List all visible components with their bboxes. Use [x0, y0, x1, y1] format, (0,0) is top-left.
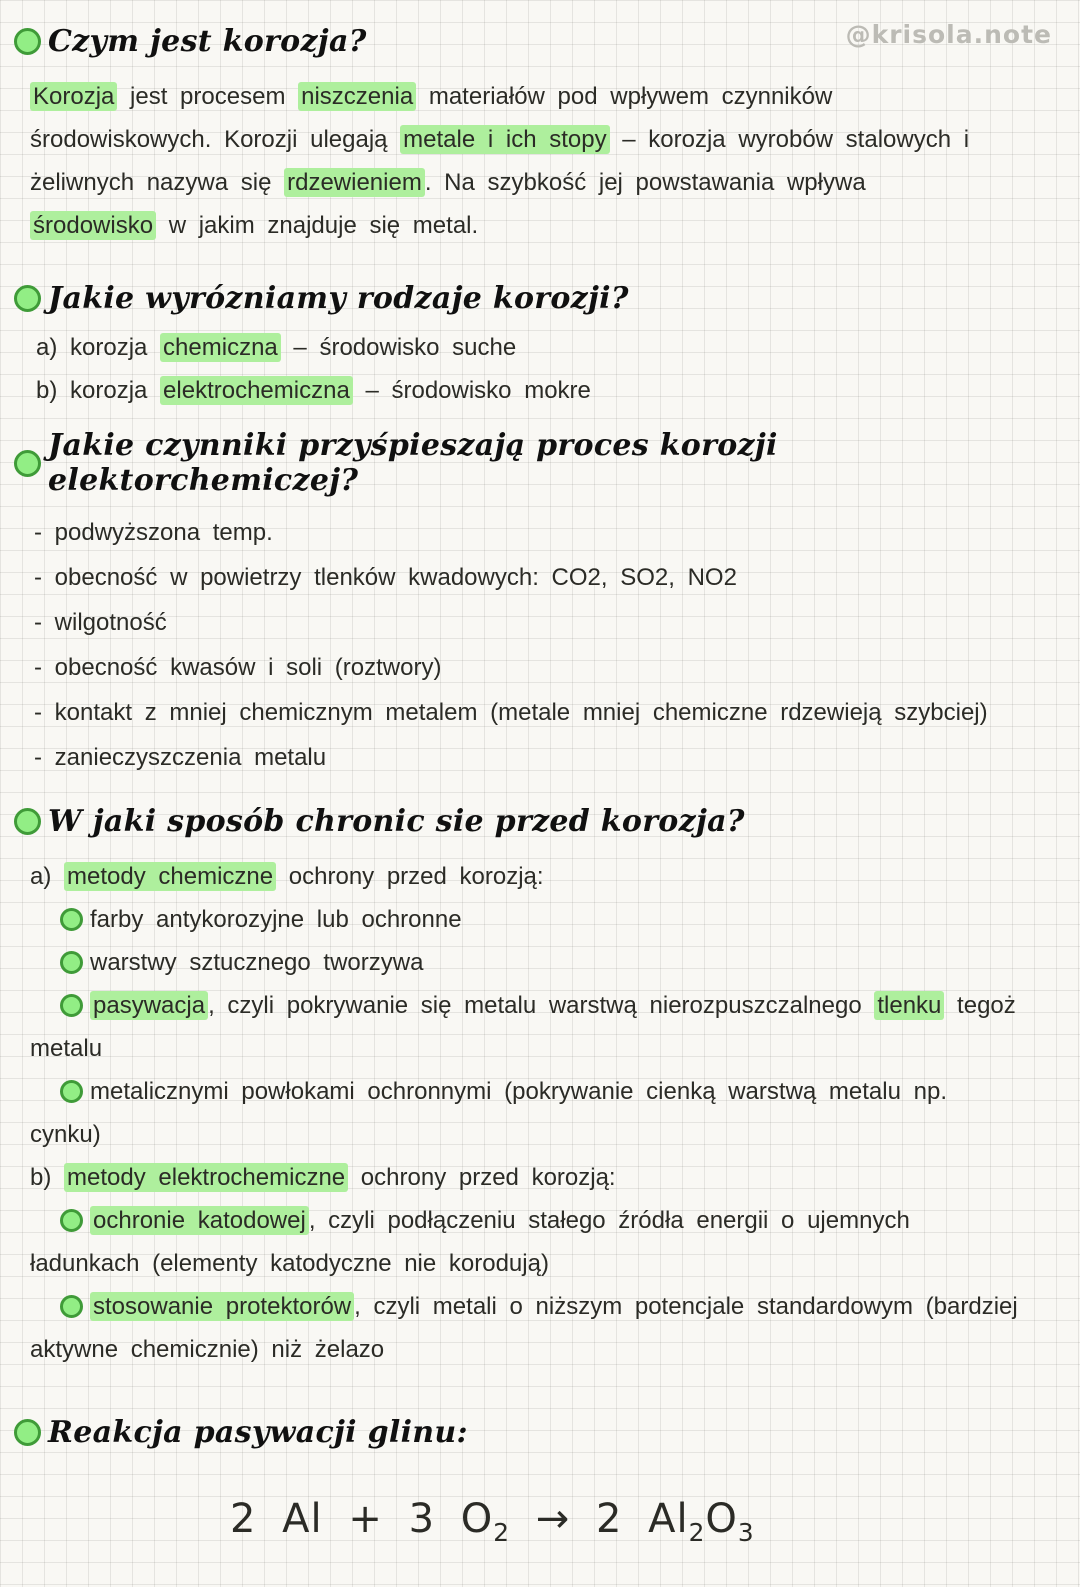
sub-bullet-circle-icon [60, 1080, 83, 1103]
list-item: b) korozja elektrochemiczna – środowisko mokre [36, 377, 591, 404]
sub-bullet-circle-icon [60, 1295, 83, 1318]
sub-bullet-item [30, 1070, 1030, 1156]
sub-bullet-text: ochronie katodowej , czyli podłączeniu stałego źródła energii o ujemnych ładunkach (elementy katodyczne nie korodują) [30, 1207, 910, 1277]
section-corrosion-types [30, 281, 1050, 412]
list-item: - obecność kwasów i soli (roztwory) [34, 654, 442, 681]
sub-bullet-item [30, 1199, 1030, 1285]
chemical-equation: 2 Al + 3 $O_2 \to 2$ $Al_2O_3$ [230, 1496, 755, 1547]
list-item: b) metody elektrochemiczne ochrony przed korozją: [30, 1164, 616, 1191]
section-accelerating-factors [30, 428, 1050, 780]
sub-bullet-item [30, 898, 1030, 941]
section-heading [14, 281, 1050, 316]
list-item: - wilgotność [34, 609, 167, 636]
sub-bullet-circle-icon [60, 1209, 83, 1232]
protection-list [30, 855, 1050, 1371]
sub-bullet-item [30, 1285, 1030, 1371]
watermark: @krisola.note [845, 20, 1052, 49]
list-item: - obecność w powietrzy tlenków kwadowych: CO2, SO2, NO2 [34, 564, 737, 591]
type-list [30, 326, 1050, 412]
sub-bullet-circle-icon [60, 908, 83, 931]
section-heading [14, 1415, 1050, 1450]
sub-bullet-text: stosowanie protektorów , czyli metali o niższym potencjale standardowym (bardziej aktywne chemicznie) niż żelazo [30, 1293, 1018, 1363]
section-protection-methods [30, 804, 1050, 1371]
section-heading [14, 804, 1050, 839]
section-title: Jakie czynniki przyśpieszają proces korozji elektorchemiczej? [48, 428, 778, 498]
sub-bullet-text: farby antykorozyjne lub ochronne [90, 906, 462, 933]
list-item: - kontakt z mniej chemicznym metalem (metale mniej chemiczne rdzewieją szybciej) [34, 699, 988, 726]
sub-bullet-circle-icon [60, 994, 83, 1017]
section-title: W jaki sposób chronic sie przed korozja? [48, 804, 745, 839]
list-item: a) metody chemiczne ochrony przed korozją: [30, 863, 544, 890]
factor-list [30, 510, 1050, 780]
section-passivation-reaction [30, 1415, 1050, 1547]
heading-bullet-icon [14, 285, 41, 312]
list-item: - podwyższona temp. [34, 519, 273, 546]
heading-bullet-icon [14, 808, 41, 835]
heading-bullet-icon [14, 450, 41, 477]
paragraph: Korozja jest procesem niszczenia materiałów pod wpływem czynników środowiskowych. Korozji ulegają metale i ich stopy – korozja wyrobów stalowych i żeliwnych nazywa się rdzewieniem . Na szybkość jej powstawania wpływa środowisko w jakim znajduje się metal. [30, 83, 970, 239]
sub-bullet-circle-icon [60, 951, 83, 974]
sub-bullet-text: warstwy sztucznego tworzywa [90, 949, 424, 976]
sub-bullet-item [30, 984, 1030, 1070]
section-title: Jakie wyrózniamy rodzaje korozji? [48, 281, 629, 316]
sub-bullet-item [30, 941, 1030, 984]
section-what-is-corrosion [30, 24, 1050, 247]
heading-bullet-icon [14, 28, 41, 55]
heading-bullet-icon [14, 1419, 41, 1446]
list-item: - zanieczyszczenia metalu [34, 744, 327, 771]
section-title: Czym jest korozja? [48, 24, 367, 59]
sub-bullet-text: metalicznymi powłokami ochronnymi (pokrywanie cienką warstwą metalu np. cynku) [30, 1078, 947, 1148]
list-item: a) korozja chemiczna – środowisko suche [36, 334, 517, 361]
sub-bullet-text: pasywacja , czyli pokrywanie się metalu warstwą nierozpuszczalnego tlenku tegoż metalu [30, 992, 1016, 1062]
section-title: Reakcja pasywacji glinu: [48, 1415, 468, 1450]
section-heading [14, 428, 1050, 498]
